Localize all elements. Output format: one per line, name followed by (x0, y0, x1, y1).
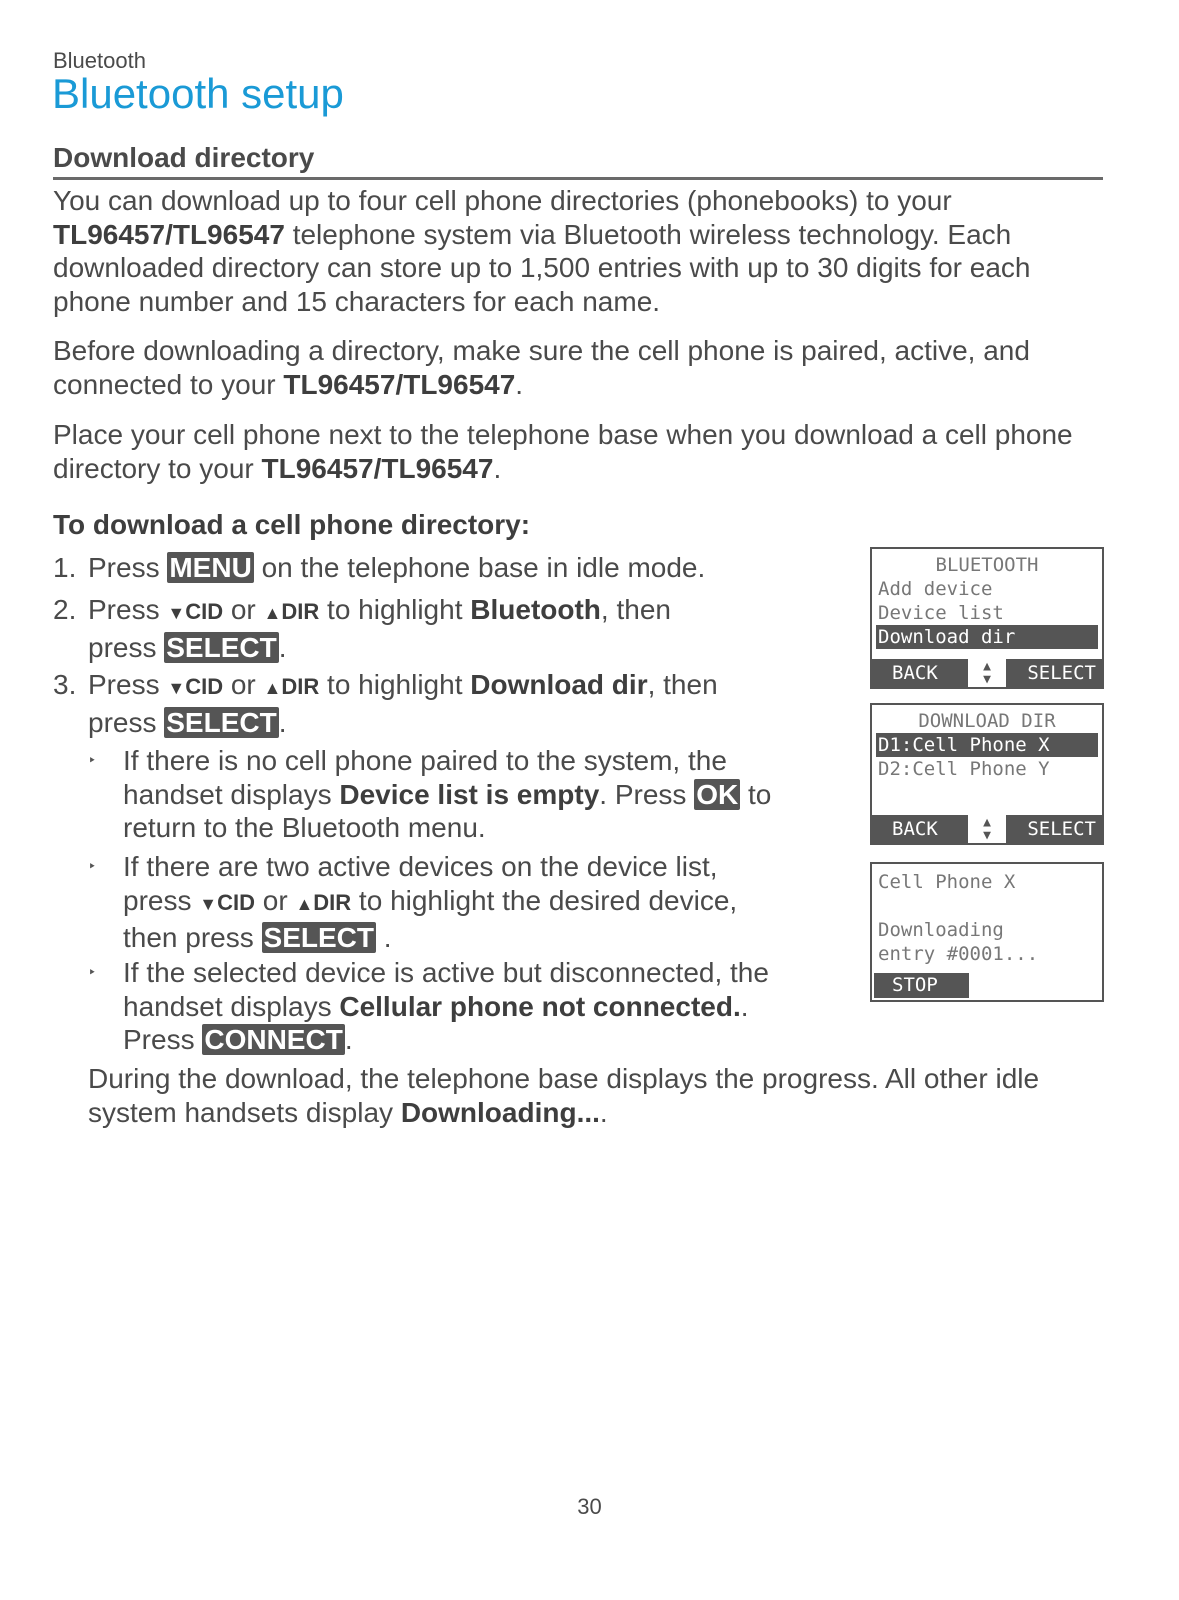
downloading-label: Downloading (878, 919, 1004, 941)
procedure-heading: To download a cell phone directory: (53, 509, 531, 540)
connect-key: CONNECT (204, 1024, 343, 1055)
entry-progress: entry #0001... (878, 943, 1039, 965)
prerequisite-paragraph: Before downloading a directory, make sure the cell phone is paired, active, and connected to your TL96457/TL96547. (53, 335, 1030, 400)
menu-item-download-dir: Download dir (876, 625, 1098, 649)
cid-key: ▼CID (167, 599, 224, 624)
cid-key: ▼CID (199, 889, 255, 915)
menu-item-add-device: Add device (878, 578, 993, 600)
device-name: Cell Phone X (878, 871, 1016, 893)
down-arrow-icon: ▼ (199, 893, 218, 914)
select-key: SELECT (166, 706, 277, 738)
softkey-bar (872, 815, 1102, 843)
back-softkey: BACK (892, 818, 938, 840)
placement-paragraph: Place your cell phone next to the telephone base when you download a cell phone directory to your TL96457/TL96547. (53, 419, 1073, 484)
bullet-icon: ‣ (88, 964, 97, 980)
select-softkey: SELECT (1027, 662, 1096, 684)
down-arrow-icon: ▼ (167, 678, 186, 698)
back-softkey: BACK (892, 662, 938, 684)
closing-paragraph: During the download, the telephone base displays the progress. All other idle system handsets display Downloading.... (88, 1063, 1040, 1128)
screen-title: DOWNLOAD DIR (918, 710, 1056, 732)
device-item-d1: D1:Cell Phone X (876, 733, 1098, 757)
dir-key: ▲DIR (263, 674, 320, 699)
select-softkey: SELECT (1027, 818, 1096, 840)
up-arrow-icon: ▲ (263, 678, 282, 698)
page-number: 30 (577, 1494, 602, 1519)
dir-key: ▲DIR (263, 599, 320, 624)
stop-softkey: STOP (874, 973, 969, 998)
device-item-d2: D2:Cell Phone Y (878, 758, 1050, 780)
up-arrow-icon: ▲ (263, 603, 282, 623)
section-label: Bluetooth (53, 48, 146, 73)
screen-title: BLUETOOTH (935, 554, 1039, 576)
down-arrow-icon: ▼ (167, 603, 186, 623)
menu-key: MENU (169, 552, 252, 583)
subheading: Download directory (53, 142, 1103, 180)
select-key: SELECT (166, 631, 277, 663)
screen-download-dir (870, 703, 1104, 845)
softkey-bar (872, 659, 1102, 687)
intro-paragraph: You can download up to four cell phone directories (phonebooks) to your TL96457/TL96547 telephone system via Bluetooth wireless technology. Each downloaded directory can store up to 1,500 entries with up to 30 digits for each phone number and 15 characters for each name. (53, 185, 1031, 317)
scroll-arrows-icon: ▲ ▼ (968, 659, 1006, 687)
screen-downloading (870, 862, 1104, 1002)
dir-key: ▲DIR (295, 889, 352, 915)
ok-key: OK (696, 778, 739, 810)
page-title: Bluetooth setup (52, 70, 344, 117)
menu-item-device-list: Device list (878, 602, 1004, 624)
select-key: SELECT (263, 922, 374, 953)
bullet-icon: ‣ (88, 858, 97, 874)
screen-bluetooth-menu (870, 547, 1104, 689)
up-arrow-icon: ▲ (295, 893, 314, 914)
bullet-icon: ‣ (88, 752, 97, 768)
cid-key: ▼CID (167, 674, 224, 699)
scroll-arrows-icon: ▲ ▼ (968, 815, 1006, 843)
